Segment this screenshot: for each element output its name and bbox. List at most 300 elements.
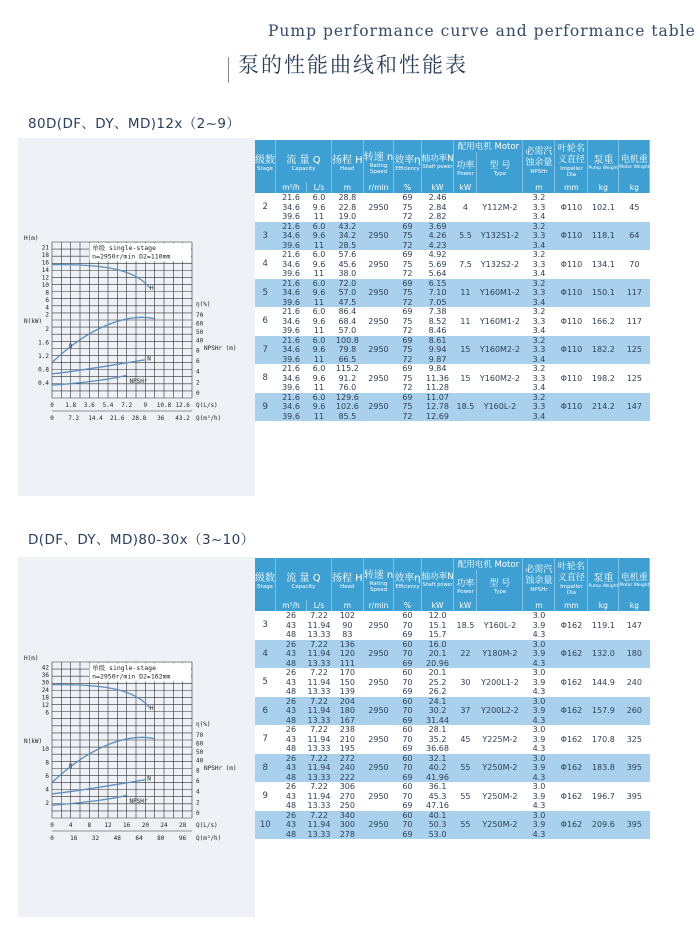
- curve-label-h: H: [150, 705, 154, 713]
- cell-q_ls-value: 6.0: [312, 307, 326, 316]
- cell-impeller-dia: Φ110: [555, 250, 588, 279]
- cell-eff-value: 60: [402, 753, 413, 763]
- cell-npsh-value: 4.3: [532, 744, 546, 753]
- cell-q_m3h-value: 34.6: [282, 202, 300, 212]
- cell-shaft-value: 40.1: [428, 810, 447, 820]
- english-page-title: Pump performance curve and performance table: [268, 22, 696, 40]
- n-tick-label: 4: [45, 786, 49, 794]
- cell-pump-weight: 157.9: [588, 697, 619, 726]
- unit-mm: mm: [555, 182, 588, 193]
- table-row: [255, 697, 650, 726]
- cell-eff-value: 72: [402, 326, 413, 335]
- cell-impeller-dia: Φ110: [555, 364, 588, 393]
- cell-head-value: 57.6: [338, 250, 357, 259]
- cell-stage: 9: [255, 393, 276, 422]
- cell-power: 37: [454, 697, 477, 726]
- cell-head-value: 300: [339, 820, 355, 829]
- cell-motor-type: Y250M-2: [477, 811, 523, 840]
- table-row: [255, 725, 650, 754]
- cell-q_m3h-value: 34.6: [282, 402, 300, 411]
- cell-q_m3h-value: 43: [285, 763, 297, 772]
- cell-eff-value: 75: [402, 316, 413, 326]
- cell-q_ls-value: 7.22: [310, 668, 328, 677]
- cell-q_ls-value: 13.33: [307, 658, 331, 668]
- unit-ls: L/s: [307, 600, 332, 611]
- cell-shaft-value: 32.1: [428, 753, 447, 763]
- cell-npsh-value: 3.4: [532, 354, 546, 364]
- axis-label-q-m3h: Q(m³/h): [196, 835, 222, 842]
- eta-tick-label: 40: [196, 757, 204, 765]
- cell-eff-value: 75: [402, 402, 413, 411]
- cell-q_ls-value: 6.0: [312, 250, 326, 259]
- n-tick-label: 8: [45, 759, 49, 767]
- chart-info-2: n=2950r/min D2=110mm: [92, 252, 171, 261]
- th-impeller-dia: 叶轮名义直径 Impeller Dia: [555, 558, 588, 600]
- cell-eff-value: 75: [402, 231, 413, 240]
- cell-head-value: 150: [339, 677, 355, 687]
- table-row: [255, 611, 650, 640]
- cell-q_m3h-value: 39.6: [282, 411, 300, 421]
- cell-power: 15: [454, 336, 477, 365]
- cell-shaft-value: 15.7: [428, 630, 447, 639]
- cell-head-value: 83: [342, 630, 353, 639]
- cell-eff-value: 70: [402, 620, 413, 630]
- performance-table-1: [255, 140, 650, 421]
- cell-q_ls-value: 11.94: [307, 620, 331, 630]
- cell-q_ls-value: 7.22: [310, 810, 328, 820]
- cell-npsh-value: 3.2: [532, 193, 546, 202]
- cell-eff-value: 70: [402, 649, 413, 658]
- eta-tick-label: 50: [196, 748, 204, 756]
- cell-q_ls-value: 11.94: [307, 649, 331, 658]
- cell-pump-weight: 118.1: [588, 222, 619, 251]
- cell-head-value: 43.2: [338, 221, 357, 231]
- q-ls-tick-label: 0: [50, 402, 54, 409]
- cell-head-value: 34.2: [338, 231, 357, 240]
- cell-pump-weight: 182.2: [588, 336, 619, 365]
- cell-head-value: 28.8: [338, 193, 357, 202]
- axis-label-eta: η(%): [196, 720, 211, 728]
- cell-impeller-dia: Φ110: [555, 222, 588, 251]
- cell-npsh-value: 3.9: [532, 706, 546, 715]
- cell-speed: 2950: [363, 640, 394, 669]
- cell-head-value: 111: [339, 658, 355, 668]
- unit-m: m: [523, 600, 555, 611]
- cell-eff-value: 60: [402, 725, 413, 734]
- cell-q_m3h-value: 48: [285, 715, 297, 725]
- table-row: [255, 754, 650, 783]
- cell-npsh-value: 3.0: [532, 611, 546, 620]
- cell-eff-value: 60: [402, 810, 413, 820]
- n-tick-label: 0.4: [38, 379, 49, 387]
- cell-shaft-value: 35.2: [428, 734, 447, 744]
- cell-q_m3h-value: 39.6: [282, 212, 300, 221]
- unit-kw: kW: [421, 182, 454, 193]
- cell-motor-type: Y132S2-2: [477, 250, 523, 279]
- q-ls-tick-label: 7.2: [121, 402, 133, 409]
- cell-head-value: 100.8: [335, 335, 359, 345]
- cell-motor-weight: 117: [619, 307, 650, 336]
- cell-motor-type: Y160M2-2: [477, 364, 523, 393]
- cell-eff-value: 69: [402, 630, 413, 639]
- h-tick-label: 2: [45, 311, 49, 319]
- cell-head-value: 204: [339, 696, 355, 706]
- cell-q_m3h-value: 34.6: [282, 345, 300, 354]
- q-m3h-tick-label: 0: [50, 835, 54, 842]
- cell-speed: 2950: [363, 754, 394, 783]
- cell-q_ls-value: 13.33: [307, 829, 331, 839]
- cell-stage: 6: [255, 307, 276, 336]
- cell-q_ls-value: 9.6: [312, 202, 326, 212]
- cell-pump-weight: 166.2: [588, 307, 619, 336]
- section-title-1: 80D(DF、DY、MD)12x（2~9）: [28, 116, 241, 132]
- cell-q_m3h-value: 34.6: [282, 373, 300, 383]
- cell-shaft-value: 7.38: [428, 307, 447, 316]
- n-tick-label: 1.2: [38, 353, 49, 361]
- cell-stage: 4: [255, 640, 276, 669]
- cell-eff-value: 69: [402, 744, 413, 753]
- cell-head-value: 240: [339, 763, 355, 772]
- cell-q_ls-value: 11.94: [307, 791, 331, 801]
- cell-head-value: 68.4: [338, 316, 357, 326]
- cell-npsh-value: 3.9: [532, 677, 546, 687]
- cell-speed: 2950: [363, 668, 394, 697]
- cell-power: 4: [454, 193, 477, 222]
- cell-q_ls-value: 11: [313, 269, 325, 278]
- cell-shaft-value: 4.92: [428, 250, 447, 259]
- eta-tick-label: 40: [196, 337, 204, 345]
- cell-shaft-value: 50.3: [428, 820, 447, 829]
- npsh-tick-label: 6: [196, 358, 200, 365]
- cell-q_m3h-value: 48: [285, 829, 297, 839]
- q-m3h-tick-label: 48: [113, 835, 121, 842]
- cell-power: 55: [454, 754, 477, 783]
- q-ls-tick-label: 4: [68, 822, 73, 829]
- unit-kg: kg: [588, 600, 619, 611]
- cell-motor-weight: 64: [619, 222, 650, 251]
- q-ls-tick-label: 12.6: [175, 402, 190, 409]
- cell-motor-type: Y200L2-2: [477, 697, 523, 726]
- eta-tick-label: 60: [196, 320, 204, 328]
- cell-q_ls-value: 6.0: [312, 392, 326, 402]
- cell-shaft-value: 12.78: [426, 402, 449, 411]
- cell-q_m3h-value: 39.6: [282, 240, 300, 250]
- cell-npsh-value: 4.3: [532, 687, 546, 696]
- cell-npsh-value: 3.3: [532, 373, 546, 383]
- cell-eff-value: 75: [402, 202, 413, 212]
- h-tick-label: 12: [41, 701, 49, 709]
- th-head: 扬程 H Head: [332, 558, 364, 600]
- cell-shaft-value: 7.05: [428, 297, 447, 307]
- unit-kg: kg: [588, 182, 619, 193]
- cell-power: 5.5: [454, 222, 477, 251]
- cell-motor-weight: 125: [619, 336, 650, 365]
- cell-shaft-value: 7.10: [428, 288, 447, 297]
- cell-head-value: 85.5: [338, 411, 357, 421]
- axis-label-npsh: NPSHr (m): [204, 344, 237, 352]
- cell-q_ls-value: 13.33: [307, 801, 331, 810]
- cell-q_m3h-value: 21.6: [282, 221, 300, 231]
- cell-head-value: 136: [339, 639, 355, 649]
- q-m3h-tick-label: 96: [178, 835, 187, 842]
- cell-q_m3h-value: 26: [285, 782, 297, 791]
- cell-q_m3h-value: 34.6: [282, 259, 300, 269]
- curve-label-eta: η: [68, 341, 73, 349]
- performance-curve-chart-2: [22, 648, 237, 852]
- cell-q_ls-value: 11: [313, 383, 325, 392]
- cell-stage: 3: [255, 222, 276, 251]
- axis-label-h: H(m): [24, 235, 39, 242]
- cell-npsh-value: 3.0: [532, 696, 546, 706]
- h-tick-label: 6: [45, 296, 49, 304]
- th-stage: 级数 Stage: [255, 558, 276, 600]
- cell-speed: 2950: [363, 611, 394, 640]
- cell-head-value: 250: [339, 801, 355, 810]
- cell-q_m3h-value: 21.6: [282, 193, 300, 202]
- cell-head-value: 28.5: [338, 240, 357, 250]
- cell-pump-weight: 198.2: [588, 364, 619, 393]
- cell-q_ls-value: 9.6: [312, 316, 326, 326]
- cell-shaft-value: 16.0: [428, 639, 447, 649]
- cell-npsh-value: 3.4: [532, 383, 546, 392]
- cell-pump-weight: 144.9: [588, 668, 619, 697]
- th-power: 功率 Power: [454, 570, 477, 600]
- chart-info-1: 单级 single-stage: [92, 663, 157, 672]
- n-tick-label: 2: [45, 799, 49, 807]
- cell-npsh-value: 3.0: [532, 810, 546, 820]
- cell-power: 18.5: [454, 393, 477, 422]
- th-motor-weight: 电机重 Motor Weight: [619, 558, 650, 600]
- cell-speed: 2950: [363, 782, 394, 811]
- cell-speed: 2950: [363, 250, 394, 279]
- cell-q_ls-value: 13.33: [307, 687, 331, 696]
- cell-motor-type: Y180M-2: [477, 640, 523, 669]
- cell-shaft-value: 9.87: [428, 354, 447, 364]
- cell-eff-value: 69: [402, 829, 413, 839]
- cell-shaft-value: 40.2: [428, 763, 447, 772]
- cell-motor-type: Y160M1-2: [477, 307, 523, 336]
- cell-q_ls-value: 11.94: [307, 734, 331, 744]
- q-m3h-tick-label: 7.2: [68, 415, 80, 422]
- q-m3h-tick-label: 80: [157, 835, 165, 842]
- cell-npsh-value: 3.4: [532, 269, 546, 278]
- cell-q_ls-value: 6.0: [312, 335, 326, 345]
- cell-impeller-dia: Φ110: [555, 336, 588, 365]
- npsh-tick-label: 2: [196, 799, 200, 807]
- n-tick-label: 10: [41, 746, 49, 754]
- cell-stage: 4: [255, 250, 276, 279]
- cell-q_ls-value: 9.6: [312, 373, 326, 383]
- cell-q_ls-value: 13.33: [307, 744, 331, 753]
- h-tick-label: 16: [41, 259, 49, 267]
- npsh-tick-label: 0: [196, 389, 200, 397]
- q-ls-tick-label: 3.6: [83, 402, 95, 409]
- cell-q_m3h-value: 26: [285, 611, 297, 620]
- h-tick-label: 4: [45, 304, 49, 312]
- npsh-tick-label: 6: [196, 778, 200, 785]
- curve-label-npsh: NPSHr: [129, 378, 148, 386]
- unit-m3h: m³/h: [276, 600, 307, 611]
- cell-q_m3h-value: 48: [285, 687, 297, 696]
- curve-svg: [22, 648, 237, 848]
- th-type: 型 号 Type: [477, 570, 523, 600]
- n-tick-label: 1.6: [38, 339, 49, 347]
- cell-head-value: 91.2: [338, 373, 357, 383]
- th-shaft-power: 轴功率N Shaft power: [421, 140, 454, 182]
- cell-q_m3h-value: 39.6: [282, 269, 300, 278]
- cell-motor-type: Y132S1-2: [477, 222, 523, 251]
- cell-eff-value: 75: [402, 259, 413, 269]
- cell-q_ls-value: 11.94: [307, 677, 331, 687]
- cell-head-value: 167: [339, 715, 355, 725]
- cell-npsh-value: 3.3: [532, 316, 546, 326]
- cell-q_ls-value: 9.6: [312, 231, 326, 240]
- cell-impeller-dia: Φ162: [555, 754, 588, 783]
- cell-head-value: 195: [339, 744, 355, 753]
- q-ls-tick-label: 12: [104, 822, 112, 829]
- cell-eff-value: 72: [402, 240, 413, 250]
- cell-speed: 2950: [363, 222, 394, 251]
- cell-stage: 7: [255, 336, 276, 365]
- cell-npsh-value: 3.4: [532, 212, 546, 221]
- chart-info-1: 单级 single-stage: [92, 243, 157, 252]
- curve-label-h: H: [150, 285, 154, 293]
- q-ls-tick-label: 16: [123, 822, 131, 829]
- cell-q_ls-value: 7.22: [310, 782, 328, 791]
- cell-head-value: 278: [339, 829, 355, 839]
- cell-head-value: 45.6: [338, 259, 357, 269]
- cell-shaft-value: 25.2: [428, 677, 447, 687]
- axis-label-n: N(kW): [24, 318, 43, 326]
- cell-npsh-value: 3.3: [532, 402, 546, 411]
- cell-q_m3h-value: 43: [285, 649, 297, 658]
- cell-npsh-value: 3.2: [532, 250, 546, 259]
- cell-npsh-value: 3.0: [532, 782, 546, 791]
- cell-impeller-dia: Φ162: [555, 668, 588, 697]
- cell-motor-type: Y160L-2: [477, 393, 523, 422]
- cell-q_ls-value: 11: [313, 297, 325, 307]
- axis-label-q-m3h: Q(m³/h): [196, 415, 222, 422]
- q-m3h-tick-label: 43.2: [175, 415, 190, 422]
- cell-npsh-value: 3.4: [532, 240, 546, 250]
- h-tick-label: 24: [41, 687, 49, 695]
- cell-stage: 5: [255, 279, 276, 308]
- cell-head-value: 115.2: [335, 364, 359, 373]
- cell-eff-value: 70: [402, 791, 413, 801]
- cell-motor-weight: 180: [619, 640, 650, 669]
- cell-q_ls-value: 11: [313, 354, 325, 364]
- unit-kg: kg: [619, 600, 650, 611]
- table-row: [255, 279, 650, 308]
- cell-eff-value: 75: [402, 373, 413, 383]
- cell-npsh-value: 3.2: [532, 278, 546, 288]
- cell-npsh-value: 3.0: [532, 639, 546, 649]
- cell-motor-type: Y160M1-2: [477, 279, 523, 308]
- cell-q_m3h-value: 48: [285, 772, 297, 782]
- cell-power: 30: [454, 668, 477, 697]
- cell-npsh-value: 3.9: [532, 791, 546, 801]
- cell-eff-value: 69: [402, 687, 413, 696]
- cell-q_m3h-value: 26: [285, 639, 297, 649]
- chart-info-2: n=2950r/min D2=162mm: [92, 672, 171, 681]
- cell-head-value: 238: [339, 725, 355, 734]
- cell-q_ls-value: 6.0: [312, 221, 326, 231]
- cell-head-value: 72.0: [338, 278, 357, 288]
- cell-speed: 2950: [363, 193, 394, 222]
- cell-shaft-value: 8.46: [428, 326, 447, 335]
- cell-stage: 2: [255, 193, 276, 222]
- th-efficiency: 效率η Efficiency: [394, 140, 421, 182]
- n-tick-label: 2: [45, 326, 49, 334]
- cell-q_m3h-value: 21.6: [282, 278, 300, 288]
- th-npsh: 必需汽蚀余量 NPSHr: [523, 558, 555, 600]
- h-tick-label: 30: [41, 679, 49, 687]
- cell-q_ls-value: 9.6: [312, 259, 326, 269]
- h-tick-label: 8: [45, 289, 49, 297]
- h-tick-label: 18: [41, 252, 49, 260]
- axis-label-h: H(m): [24, 655, 39, 662]
- cell-head-value: 180: [339, 706, 355, 715]
- cell-stage: 10: [255, 811, 276, 840]
- cell-pump-weight: 119.1: [588, 611, 619, 640]
- cell-eff-value: 75: [402, 288, 413, 297]
- cell-shaft-value: 9.94: [428, 345, 447, 354]
- cell-impeller-dia: Φ162: [555, 725, 588, 754]
- cell-eff-value: 69: [402, 364, 413, 373]
- cell-shaft-value: 53.0: [428, 829, 447, 839]
- cell-npsh-value: 3.4: [532, 297, 546, 307]
- cell-npsh-value: 3.9: [532, 763, 546, 772]
- cell-shaft-value: 36.1: [428, 782, 447, 791]
- h-tick-label: 10: [41, 281, 49, 289]
- th-power: 功率 Power: [454, 152, 477, 182]
- cell-stage: 9: [255, 782, 276, 811]
- cell-shaft-value: 4.23: [428, 240, 447, 250]
- cell-q_ls-value: 11: [313, 212, 325, 221]
- h-tick-label: 6: [45, 709, 49, 717]
- cell-shaft-value: 31.44: [426, 715, 449, 725]
- unit-m: m: [332, 182, 364, 193]
- cell-q_ls-value: 11: [313, 411, 325, 421]
- unit-m: m: [332, 600, 364, 611]
- cell-eff-value: 69: [402, 278, 413, 288]
- cell-npsh-value: 4.3: [532, 658, 546, 668]
- cell-eff-value: 69: [402, 392, 413, 402]
- cell-eff-value: 72: [402, 354, 413, 364]
- cell-q_m3h-value: 43: [285, 706, 297, 715]
- cell-q_m3h-value: 43: [285, 791, 297, 801]
- cell-speed: 2950: [363, 279, 394, 308]
- cell-impeller-dia: Φ162: [555, 640, 588, 669]
- th-stage: 级数 Stage: [255, 140, 276, 182]
- efficiency-curve: [52, 317, 155, 362]
- curve-label-eta: η: [68, 761, 73, 769]
- cell-speed: 2950: [363, 393, 394, 422]
- cell-npsh-value: 4.3: [532, 630, 546, 639]
- cell-shaft-value: 2.82: [428, 212, 447, 221]
- q-ls-tick-label: 28: [179, 822, 187, 829]
- cell-npsh-value: 3.3: [532, 231, 546, 240]
- npsh-tick-label: 8: [196, 767, 200, 775]
- cell-head-value: 86.4: [338, 307, 357, 316]
- th-flow: 流 量 Q Capacity: [276, 558, 332, 600]
- cell-head-value: 210: [339, 734, 355, 744]
- cell-npsh-value: 3.9: [532, 620, 546, 630]
- cell-shaft-value: 3.69: [428, 221, 447, 231]
- npsh-tick-label: 2: [196, 379, 200, 387]
- cell-npsh-value: 3.3: [532, 345, 546, 354]
- cell-shaft-value: 24.1: [428, 696, 447, 706]
